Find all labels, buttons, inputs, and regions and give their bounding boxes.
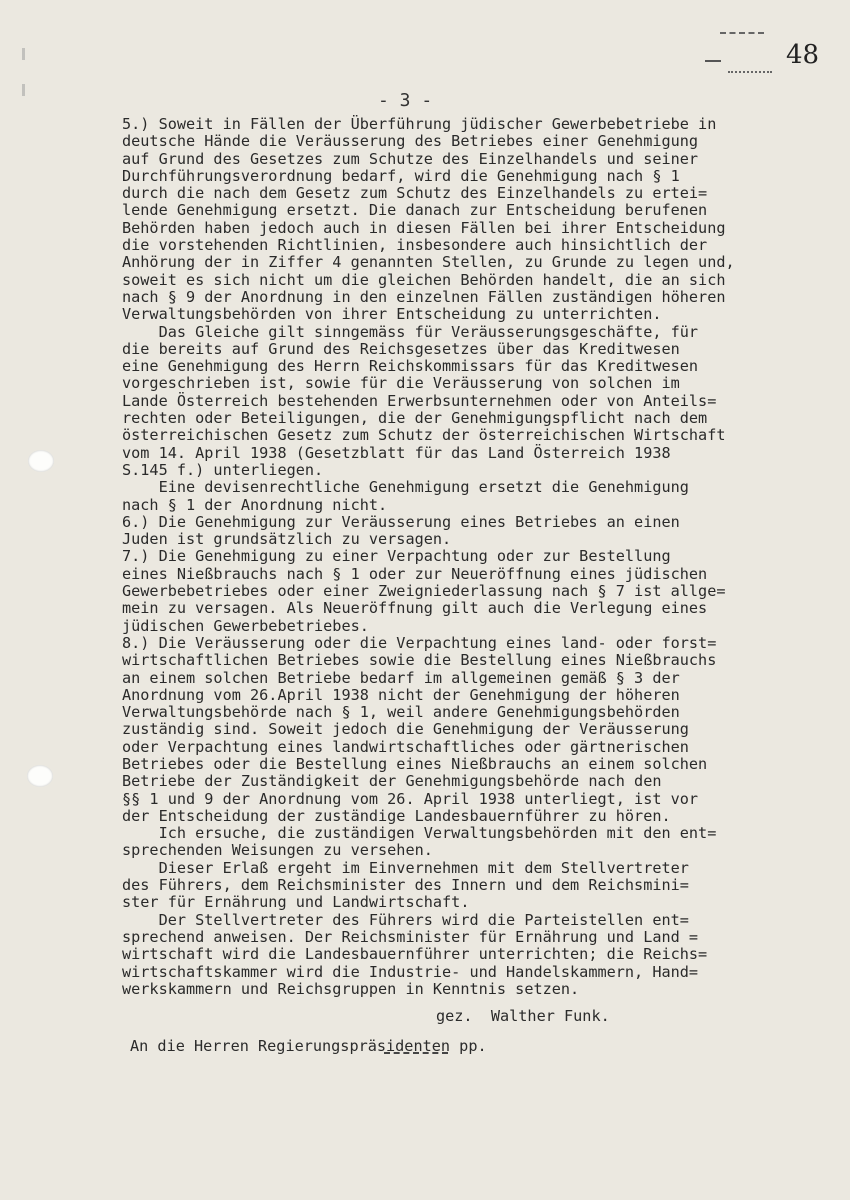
body-line: soweit es sich nicht um die gleichen Behörden handelt, die an sich [122,270,726,289]
body-line: §§ 1 und 9 der Anordnung vom 26. April 1938 unterliegt, ist vor [122,789,699,808]
body-line: Durchführungsverordnung bedarf, wird die Genehmigung nach § 1 [122,166,680,185]
body-line: die bereits auf Grund des Reichsgesetzes über das Kreditwesen [122,339,680,358]
body-line: eines Nießbrauchs nach § 1 oder zur Neueröffnung eines jüdischen [122,564,708,583]
body-line: zuständig sind. Soweit jedoch die Genehmigung der Veräusserung [122,720,689,739]
body-line: Anhörung der in Ziffer 4 genannten Stellen, zu Grunde zu legen und, [122,253,735,272]
body-line: Betriebes oder die Bestellung eines Nießbrauchs an einem solchen [122,754,708,773]
body-line: S.145 f.) unterliegen. [122,460,324,479]
body-line: österreichischen Gesetz zum Schutz der österreichischen Wirtschaft [122,426,726,445]
body-line: auf Grund des Gesetzes zum Schutze des Einzelhandels und seiner [122,149,699,168]
body-line: 7.) Die Genehmigung zu einer Verpachtung oder zur Bestellung [122,547,671,566]
body-line: Anordnung vom 26.April 1938 nicht der Genehmigung der höheren [122,685,680,704]
body-line: an einem solchen Betriebe bedarf im allgemeinen gemäß § 3 der [122,668,680,687]
page-number: 48 [786,40,820,70]
body-line: vorgeschrieben ist, sowie für die Veräusserung von solchen im [122,374,680,393]
punch-hole [27,765,53,787]
page-number-stroke [728,71,772,73]
body-line: Behörden haben jedoch auch in diesen Fällen bei ihrer Entscheidung [122,218,726,237]
body-line: wirtschaftlichen Betriebes sowie die Bestellung eines Nießbrauchs [122,651,717,670]
margin-mark [22,48,25,60]
body-line: des Führers, dem Reichsminister des Innern und dem Reichsmini= [122,876,689,895]
end-rule [384,1052,448,1054]
body-line: werkskammern und Reichsgruppen in Kenntnis setzen. [122,979,580,998]
body-line: Ich ersuche, die zuständigen Verwaltungsbehörden mit den ent= [122,824,717,843]
body-line: mein zu versagen. Als Neueröffnung gilt auch die Verlegung eines [122,599,708,618]
body-line: wirtschaft wird die Landesbauernführer unterrichten; die Reichs= [122,945,708,964]
punch-hole [28,450,54,472]
body-line: sprechend anweisen. Der Reichsminister für Ernährung und Land = [122,927,699,946]
body-line: Verwaltungsbehörde nach § 1, weil andere Genehmigungsbehörden [122,703,680,722]
body-line: eine Genehmigung des Herrn Reichskommissars für das Kreditwesen [122,357,699,376]
body-line: lende Genehmigung ersetzt. Die danach zur Entscheidung berufenen [122,201,708,220]
body-line: nach § 9 der Anordnung in den einzelnen Fällen zuständigen höheren [122,287,726,306]
body-line: 5.) Soweit in Fällen der Überführung jüdischer Gewerbebetriebe in [122,115,717,133]
body-line: Eine devisenrechtliche Genehmigung ersetzt die Genehmigung [122,478,689,497]
body-line: jüdischen Gewerbebetriebes. [122,616,369,635]
body-line: nach § 1 der Anordnung nicht. [122,495,388,514]
body-line: ster für Ernährung und Landwirtschaft. [122,893,470,912]
body-line: Betriebe der Zuständigkeit der Genehmigungsbehörde nach den [122,772,662,791]
body-line: vom 14. April 1938 (Gesetzblatt für das Land Österreich 1938 [122,443,671,462]
body-line: Dieser Erlaß ergeht im Einvernehmen mit dem Stellvertreter [122,858,689,877]
body-line: Das Gleiche gilt sinngemäss für Veräusserungsgeschäfte, für [122,322,699,341]
body-line: wirtschaftskammer wird die Industrie- und Handelskammern, Hand= [122,962,699,981]
body-line: oder Verpachtung eines landwirtschaftliches oder gärtnerischen [122,737,689,756]
body-line: sprechenden Weisungen zu versehen. [122,841,433,860]
body-line: die vorstehenden Richtlinien, insbesondere auch hinsichtlich der [122,236,708,255]
body-line: Juden ist grundsätzlich zu versagen. [122,530,452,549]
addressee: An die Herren Regierungspräsidenten pp. [130,1037,487,1055]
margin-mark [22,84,25,96]
page-number-stroke [705,60,721,62]
body-line: Der Stellvertreter des Führers wird die Parteistellen ent= [122,910,689,929]
body-line: Lande Österreich bestehenden Erwerbsunternehmen oder von Anteils= [122,391,717,410]
page-center-mark: - 3 - [378,90,433,111]
body-line: rechten oder Beteiligungen, die der Genehmigungspflicht nach dem [122,409,708,428]
document-body [122,116,832,998]
body-line: durch die nach dem Gesetz zum Schutz des Einzelhandels zu ertei= [122,184,708,203]
signature: gez. Walther Funk. [436,1007,610,1025]
body-line: deutsche Hände die Veräusserung des Betriebes einer Genehmigung [122,132,699,151]
body-line: Verwaltungsbehörden von ihrer Entscheidung zu unterrichten. [122,305,662,324]
page-number-stroke [720,32,764,34]
body-line: Gewerbebetriebes oder einer Zweigniederlassung nach § 7 ist allge= [122,582,726,601]
body-line: der Entscheidung der zuständige Landesbauernführer zu hören. [122,806,671,825]
body-line: 6.) Die Genehmigung zur Veräusserung eines Betriebes an einen [122,512,680,531]
body-line: 8.) Die Veräusserung oder die Verpachtung eines land- oder forst= [122,633,717,652]
